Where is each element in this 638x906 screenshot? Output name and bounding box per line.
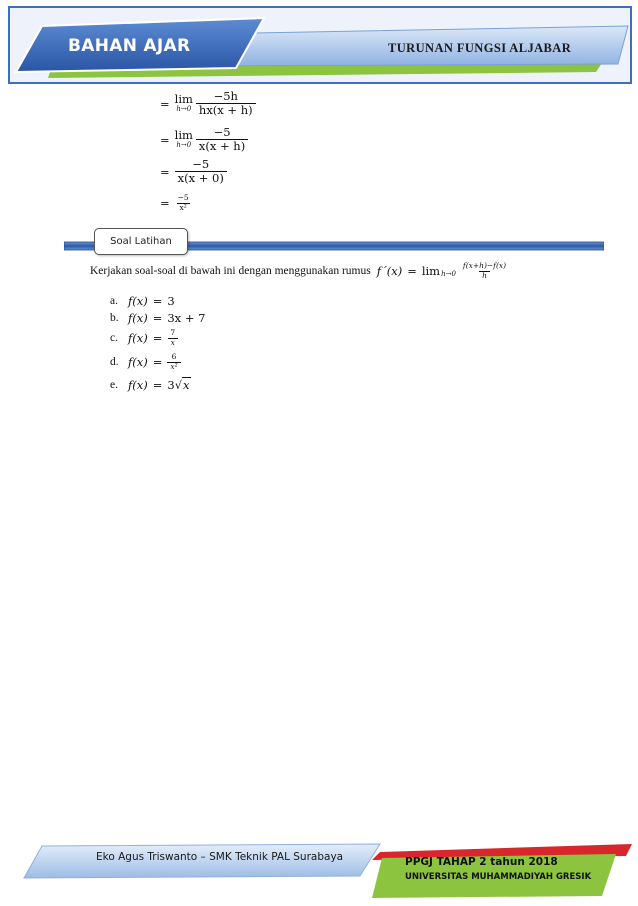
equals-sign: = <box>152 311 163 325</box>
function-rhs: 3 <box>167 294 175 308</box>
exercise-item-d <box>110 353 181 371</box>
lim-word: lim <box>174 91 193 106</box>
lim-subscript: h→0 <box>176 141 192 150</box>
fraction <box>175 194 192 212</box>
lim-subscript: h→0 <box>441 270 456 279</box>
item-label: b. <box>110 312 119 324</box>
fraction <box>196 126 248 153</box>
instruction-text: Kerjakan soal-soal di bawah ini dengan menggunakan rumus <box>90 265 371 278</box>
derivation-step-1 <box>160 90 256 117</box>
formula-lhs: f´(x) <box>376 264 403 279</box>
formula-limit <box>422 264 456 278</box>
fraction-denominator: x(x + h) <box>196 139 248 153</box>
exercise-item-c <box>110 329 178 347</box>
formula-fraction <box>460 262 509 280</box>
fraction <box>175 158 227 185</box>
fraction-denominator: h <box>479 271 490 281</box>
lim-word: lim <box>421 264 441 279</box>
formula-equals: = <box>407 264 417 279</box>
equals-sign: = <box>152 331 163 346</box>
radicand: x <box>183 378 190 392</box>
equals-sign: = <box>152 355 163 370</box>
section-tab-soal-latihan <box>94 228 188 255</box>
function-lhs: f(x) <box>128 377 148 392</box>
exercise-item-e <box>110 377 191 392</box>
derivation-step-2 <box>160 126 248 153</box>
equals-sign: = <box>152 294 163 308</box>
fraction-denominator: x(x + 0) <box>175 171 227 185</box>
equals-sign: = <box>160 164 170 179</box>
page-header-banner <box>8 6 632 84</box>
item-label: a. <box>110 295 118 307</box>
fraction-numerator: −5 <box>213 125 231 139</box>
fraction-denominator: x <box>168 338 178 348</box>
fraction-numerator: −5 <box>192 157 210 171</box>
equals-sign: = <box>160 96 170 111</box>
fraction <box>196 90 256 117</box>
footer-author: Eko Agus Triswanto – SMK Teknik PAL Surabaya <box>96 851 344 863</box>
fraction-numerator: 6 <box>171 352 177 361</box>
lim-word: lim <box>174 127 193 142</box>
instruction-line <box>90 262 509 280</box>
fraction-denominator: x² <box>167 362 180 372</box>
fraction-denominator: x² <box>177 203 190 213</box>
coefficient: 3 <box>167 377 175 392</box>
equals-sign: = <box>160 196 170 211</box>
fraction <box>167 353 180 371</box>
function-lhs: f(x) <box>128 311 148 325</box>
equals-sign: = <box>160 132 170 147</box>
section-tab-label: Soal Latihan <box>110 236 172 247</box>
derivation-step-3 <box>160 158 227 185</box>
exercise-item-b <box>110 311 205 325</box>
item-label: c. <box>110 332 118 345</box>
sqrt-symbol: √ <box>174 377 183 392</box>
function-lhs: f(x) <box>128 331 148 346</box>
function-rhs: 3x + 7 <box>167 311 206 325</box>
fraction-denominator: hx(x + h) <box>196 103 256 117</box>
limit-operator <box>174 91 193 114</box>
header-subtitle: TURUNAN FUNGSI ALJABAR <box>388 41 572 55</box>
function-lhs: f(x) <box>128 355 148 370</box>
limit-operator <box>174 127 193 150</box>
lim-subscript: h→0 <box>176 105 192 114</box>
footer-program: PPGJ TAHAP 2 tahun 2018 <box>405 856 558 868</box>
footer-university: UNIVERSITAS MUHAMMADIYAH GRESIK <box>405 872 592 882</box>
equals-sign: = <box>152 377 163 392</box>
fraction-numerator: f(x+h)−f(x) <box>462 261 507 270</box>
fraction <box>167 329 178 347</box>
fraction-numerator: −5h <box>213 89 238 103</box>
header-title: BAHAN AJAR <box>68 36 191 56</box>
fraction-numerator: 7 <box>170 328 176 337</box>
item-label: e. <box>110 378 118 391</box>
function-lhs: f(x) <box>128 294 148 308</box>
exercise-item-a <box>110 294 175 308</box>
item-label: d. <box>110 356 119 369</box>
fraction-numerator: −5 <box>177 193 189 202</box>
derivation-step-4 <box>160 194 192 212</box>
